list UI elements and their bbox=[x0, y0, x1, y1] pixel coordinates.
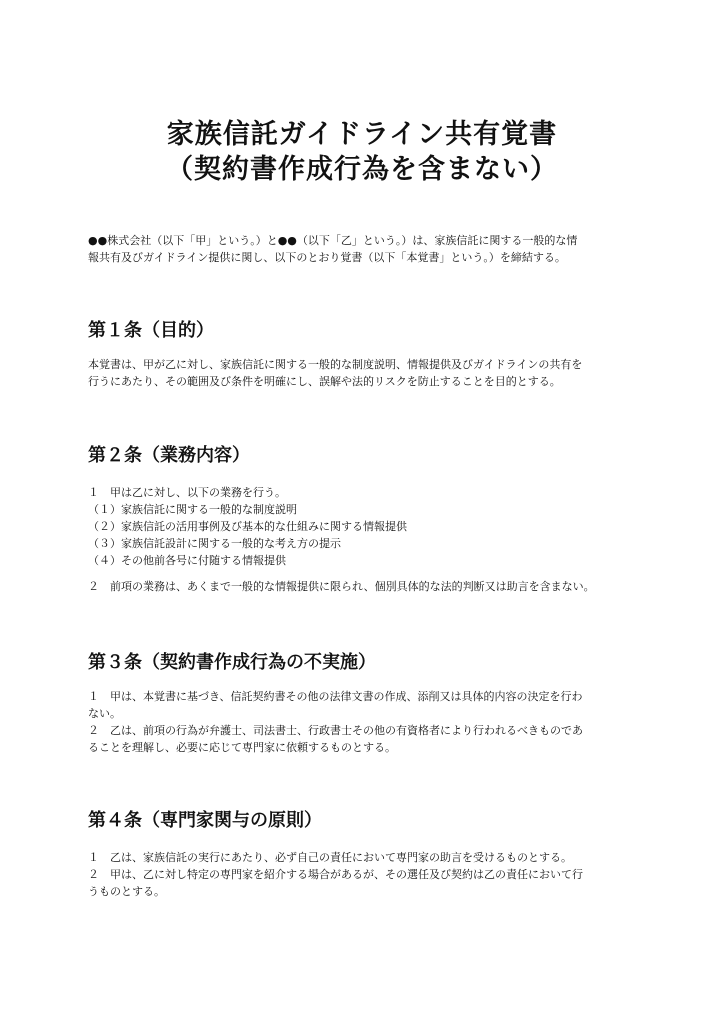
document-title-line2: （契約書作成行為を含まない） bbox=[166, 154, 558, 185]
article-4-line: うものとする。 bbox=[88, 885, 165, 898]
article-1-line: 本覚書は、甲が乙に対し、家族信託に関する一般的な制度説明、情報提供及びガイドラインの共有を bbox=[88, 358, 583, 371]
article-2-line: ２ 前項の業務は、あくまで一般的な情報提供に限られ、個別具体的な法的判断又は助言を含まない。 bbox=[88, 580, 595, 593]
article-2-line: （４）その他前各号に付随する情報提供 bbox=[88, 554, 286, 567]
preamble bbox=[88, 232, 648, 266]
article-4-line: １ 乙は、家族信託の実行にあたり、必ず自己の責任において専門家の助言を受けるものとする。 bbox=[88, 851, 572, 864]
article-2-body bbox=[88, 484, 648, 595]
article-3-line: ２ 乙は、前項の行為が弁護士、司法書士、行政書士その他の有資格者により行われるべきものであ bbox=[88, 724, 583, 737]
document-title-line1: 家族信託ガイドライン共有覚書 bbox=[166, 119, 558, 150]
preamble-line: ●●株式会社（以下「甲」という。）と●●（以下「乙」という。）は、家族信託に関する一般的な情 bbox=[88, 234, 578, 247]
article-1-body bbox=[88, 356, 648, 390]
article-4-line: ２ 甲は、乙に対し特定の専門家を紹介する場合があるが、その選任及び契約は乙の責任において行 bbox=[88, 868, 583, 881]
article-1-line: 行うにあたり、その範囲及び条件を明確にし、誤解や法的リスクを防止することを目的とする。 bbox=[88, 375, 561, 388]
article-4-body bbox=[88, 849, 648, 900]
article-2-line: １ 甲は乙に対し、以下の業務を行う。 bbox=[88, 486, 286, 499]
article-3-line: １ 甲は、本覚書に基づき、信託契約書その他の法律文書の作成、添削又は具体的内容の決定を行わ bbox=[88, 690, 583, 703]
article-2-line: （１）家族信託に関する一般的な制度説明 bbox=[88, 503, 297, 516]
article-2-heading: 第２条（業務内容） bbox=[88, 445, 250, 466]
preamble-line: 報共有及びガイドライン提供に関し、以下のとおり覚書（以下「本覚書」という。）を締結する。 bbox=[88, 251, 566, 264]
article-2-line: （２）家族信託の活用事例及び基本的な仕組みに関する情報提供 bbox=[88, 520, 407, 533]
article-3-heading: 第３条（契約書作成行為の不実施） bbox=[88, 652, 376, 673]
article-2-line: （３）家族信託設計に関する一般的な考え方の提示 bbox=[88, 537, 341, 550]
article-3-line: ない。 bbox=[88, 707, 121, 720]
article-3-body bbox=[88, 688, 648, 756]
article-1-heading: 第１条（目的） bbox=[88, 320, 214, 341]
article-4-heading: 第４条（専門家関与の原則） bbox=[88, 810, 322, 831]
article-3-line: ることを理解し、必要に応じて専門家に依頼するものとする。 bbox=[88, 741, 396, 754]
